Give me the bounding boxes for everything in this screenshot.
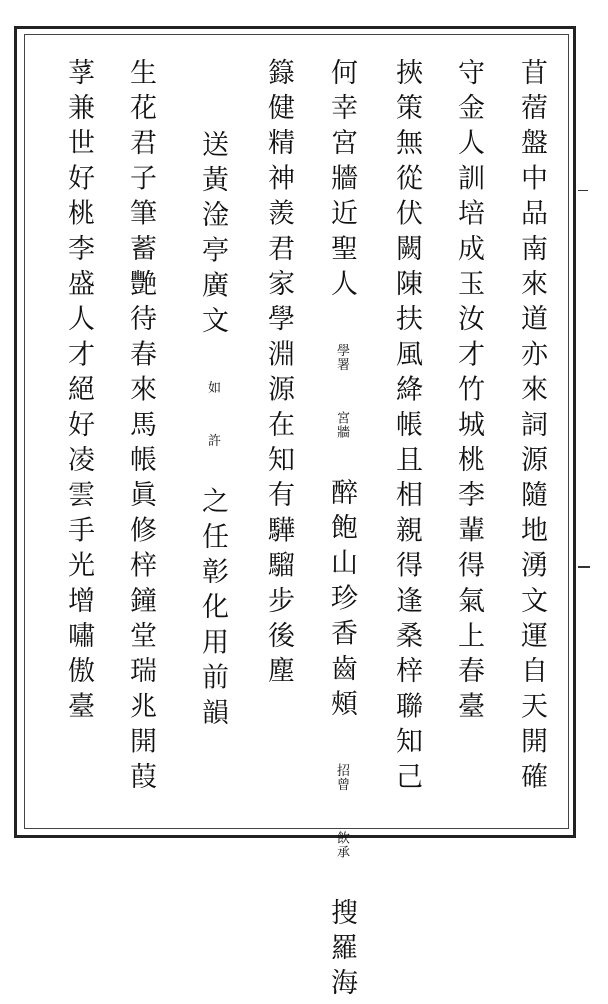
text-column-3 xyxy=(386,58,426,797)
annotation-note: 宮牆 xyxy=(334,410,349,439)
column-text: 生花君子筆蓄艷待春來馬帳眞修梓鐘堂瑞兆開葭 xyxy=(125,58,156,798)
text-column-2 xyxy=(448,58,488,727)
annotation-note: 如 xyxy=(205,380,220,395)
column-text: 送黃淦亭廣文 xyxy=(197,130,228,342)
annotation-note: 招曾 xyxy=(334,763,349,792)
column-text: 搜羅海 xyxy=(326,898,357,1004)
column-text: 守金人訓培成玉汝才竹城桃李輩得氣上春臺 xyxy=(453,58,484,727)
column-text: 之任彰化用前韻 xyxy=(197,486,228,734)
annotation-note: 飲承 xyxy=(334,830,349,859)
column-text: 醉飽山珍香齒頰 xyxy=(326,478,357,725)
edge-mark xyxy=(578,566,590,568)
column-text: 何幸宮牆近聖人 xyxy=(326,58,357,305)
annotation-note: 許 xyxy=(205,433,220,448)
text-column-8 xyxy=(58,58,98,727)
column-text: 苜蓿盤中品南來道亦來詞源隨地湧文運自天開確 xyxy=(516,58,547,798)
text-column-7 xyxy=(120,58,160,797)
text-column-4 xyxy=(321,58,361,1004)
text-column-5 xyxy=(258,58,298,692)
edge-mark xyxy=(578,190,588,191)
column-text: 籙健精神羨君家學淵源在知有驊騮步後塵 xyxy=(263,58,294,692)
text-column-1 xyxy=(511,58,551,797)
column-text: 挾策無從伏闕陳扶風絳帳且相親得逢桑梓聯知己 xyxy=(391,58,422,798)
annotation-note: 學署 xyxy=(334,343,349,372)
poem-title xyxy=(192,130,232,733)
column-text: 莩兼世好桃李盛人才絕好凌雲手光增嘯傲臺 xyxy=(63,58,94,727)
